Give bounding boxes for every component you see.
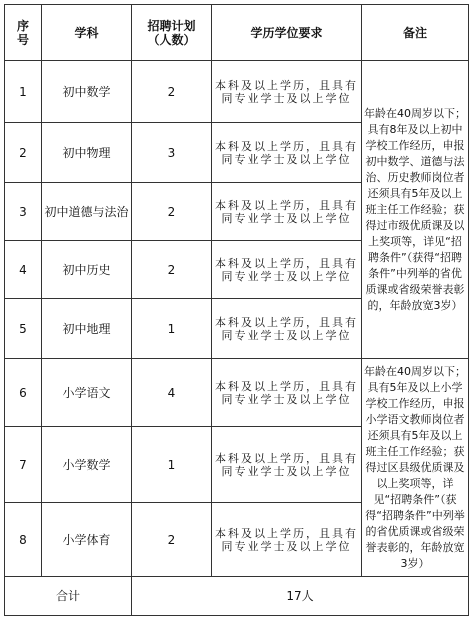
header-remark: 备注 [362,5,469,61]
row-count: 4 [132,359,212,427]
table-row [5,359,469,427]
row-count: 2 [132,241,212,299]
row-count: 3 [132,123,212,183]
row-degree: 本科及以上学历，且具有同专业学士及以上学位 [212,359,362,427]
row-no: 5 [5,299,42,359]
row-count: 2 [132,183,212,241]
header-plan: 招聘计划（人数） [132,5,212,61]
row-subject: 初中历史 [42,241,132,299]
row-degree: 本科及以上学历，且具有同专业学士及以上学位 [212,123,362,183]
row-no: 3 [5,183,42,241]
row-subject: 小学数学 [42,427,132,503]
total-row [5,577,469,616]
row-subject: 小学语文 [42,359,132,427]
remark-primary-school: 年龄在40周岁以下；具有5年及以上小学学校工作经历，申报小学语文教师岗位者还须具有5年及以上班主任工作经验；获得过区县级优质课及以上奖项等，详见“招聘条件”（获得“招聘条件”中列举的省优质课或省级荣誉表彰的，年龄放宽3岁） [362,359,469,577]
row-no: 2 [5,123,42,183]
row-subject: 初中数学 [42,61,132,123]
row-degree: 本科及以上学历，且具有同专业学士及以上学位 [212,183,362,241]
header-subject: 学科 [42,5,132,61]
header-degree: 学历学位要求 [212,5,362,61]
total-label: 合计 [5,577,132,616]
row-count: 2 [132,503,212,577]
table-header-row [5,5,469,61]
row-count: 1 [132,299,212,359]
row-no: 6 [5,359,42,427]
row-degree: 本科及以上学历，且具有同专业学士及以上学位 [212,61,362,123]
row-subject: 初中道德与法治 [42,183,132,241]
row-no: 1 [5,61,42,123]
row-no: 7 [5,427,42,503]
row-subject: 初中物理 [42,123,132,183]
row-count: 2 [132,61,212,123]
row-degree: 本科及以上学历，且具有同专业学士及以上学位 [212,299,362,359]
row-no: 4 [5,241,42,299]
row-no: 8 [5,503,42,577]
row-degree: 本科及以上学历，且具有同专业学士及以上学位 [212,503,362,577]
header-no: 序号 [5,5,42,61]
table-row [5,61,469,123]
recruitment-table [4,4,469,616]
row-subject: 初中地理 [42,299,132,359]
row-subject: 小学体育 [42,503,132,577]
total-value: 17人 [132,577,469,616]
remark-middle-school: 年龄在40周岁以下；具有8年及以上初中学校工作经历，申报初中数学、道德与法治、历史教师岗位者还须具有5年及以上班主任工作经验；获得过市级优质课及以上奖项等，详见“招聘条件”（获得“招聘条件”中列举的省优质课或省级荣誉表彰的，年龄放宽3岁） [362,61,469,359]
row-count: 1 [132,427,212,503]
row-degree: 本科及以上学历，且具有同专业学士及以上学位 [212,241,362,299]
row-degree: 本科及以上学历，且具有同专业学士及以上学位 [212,427,362,503]
